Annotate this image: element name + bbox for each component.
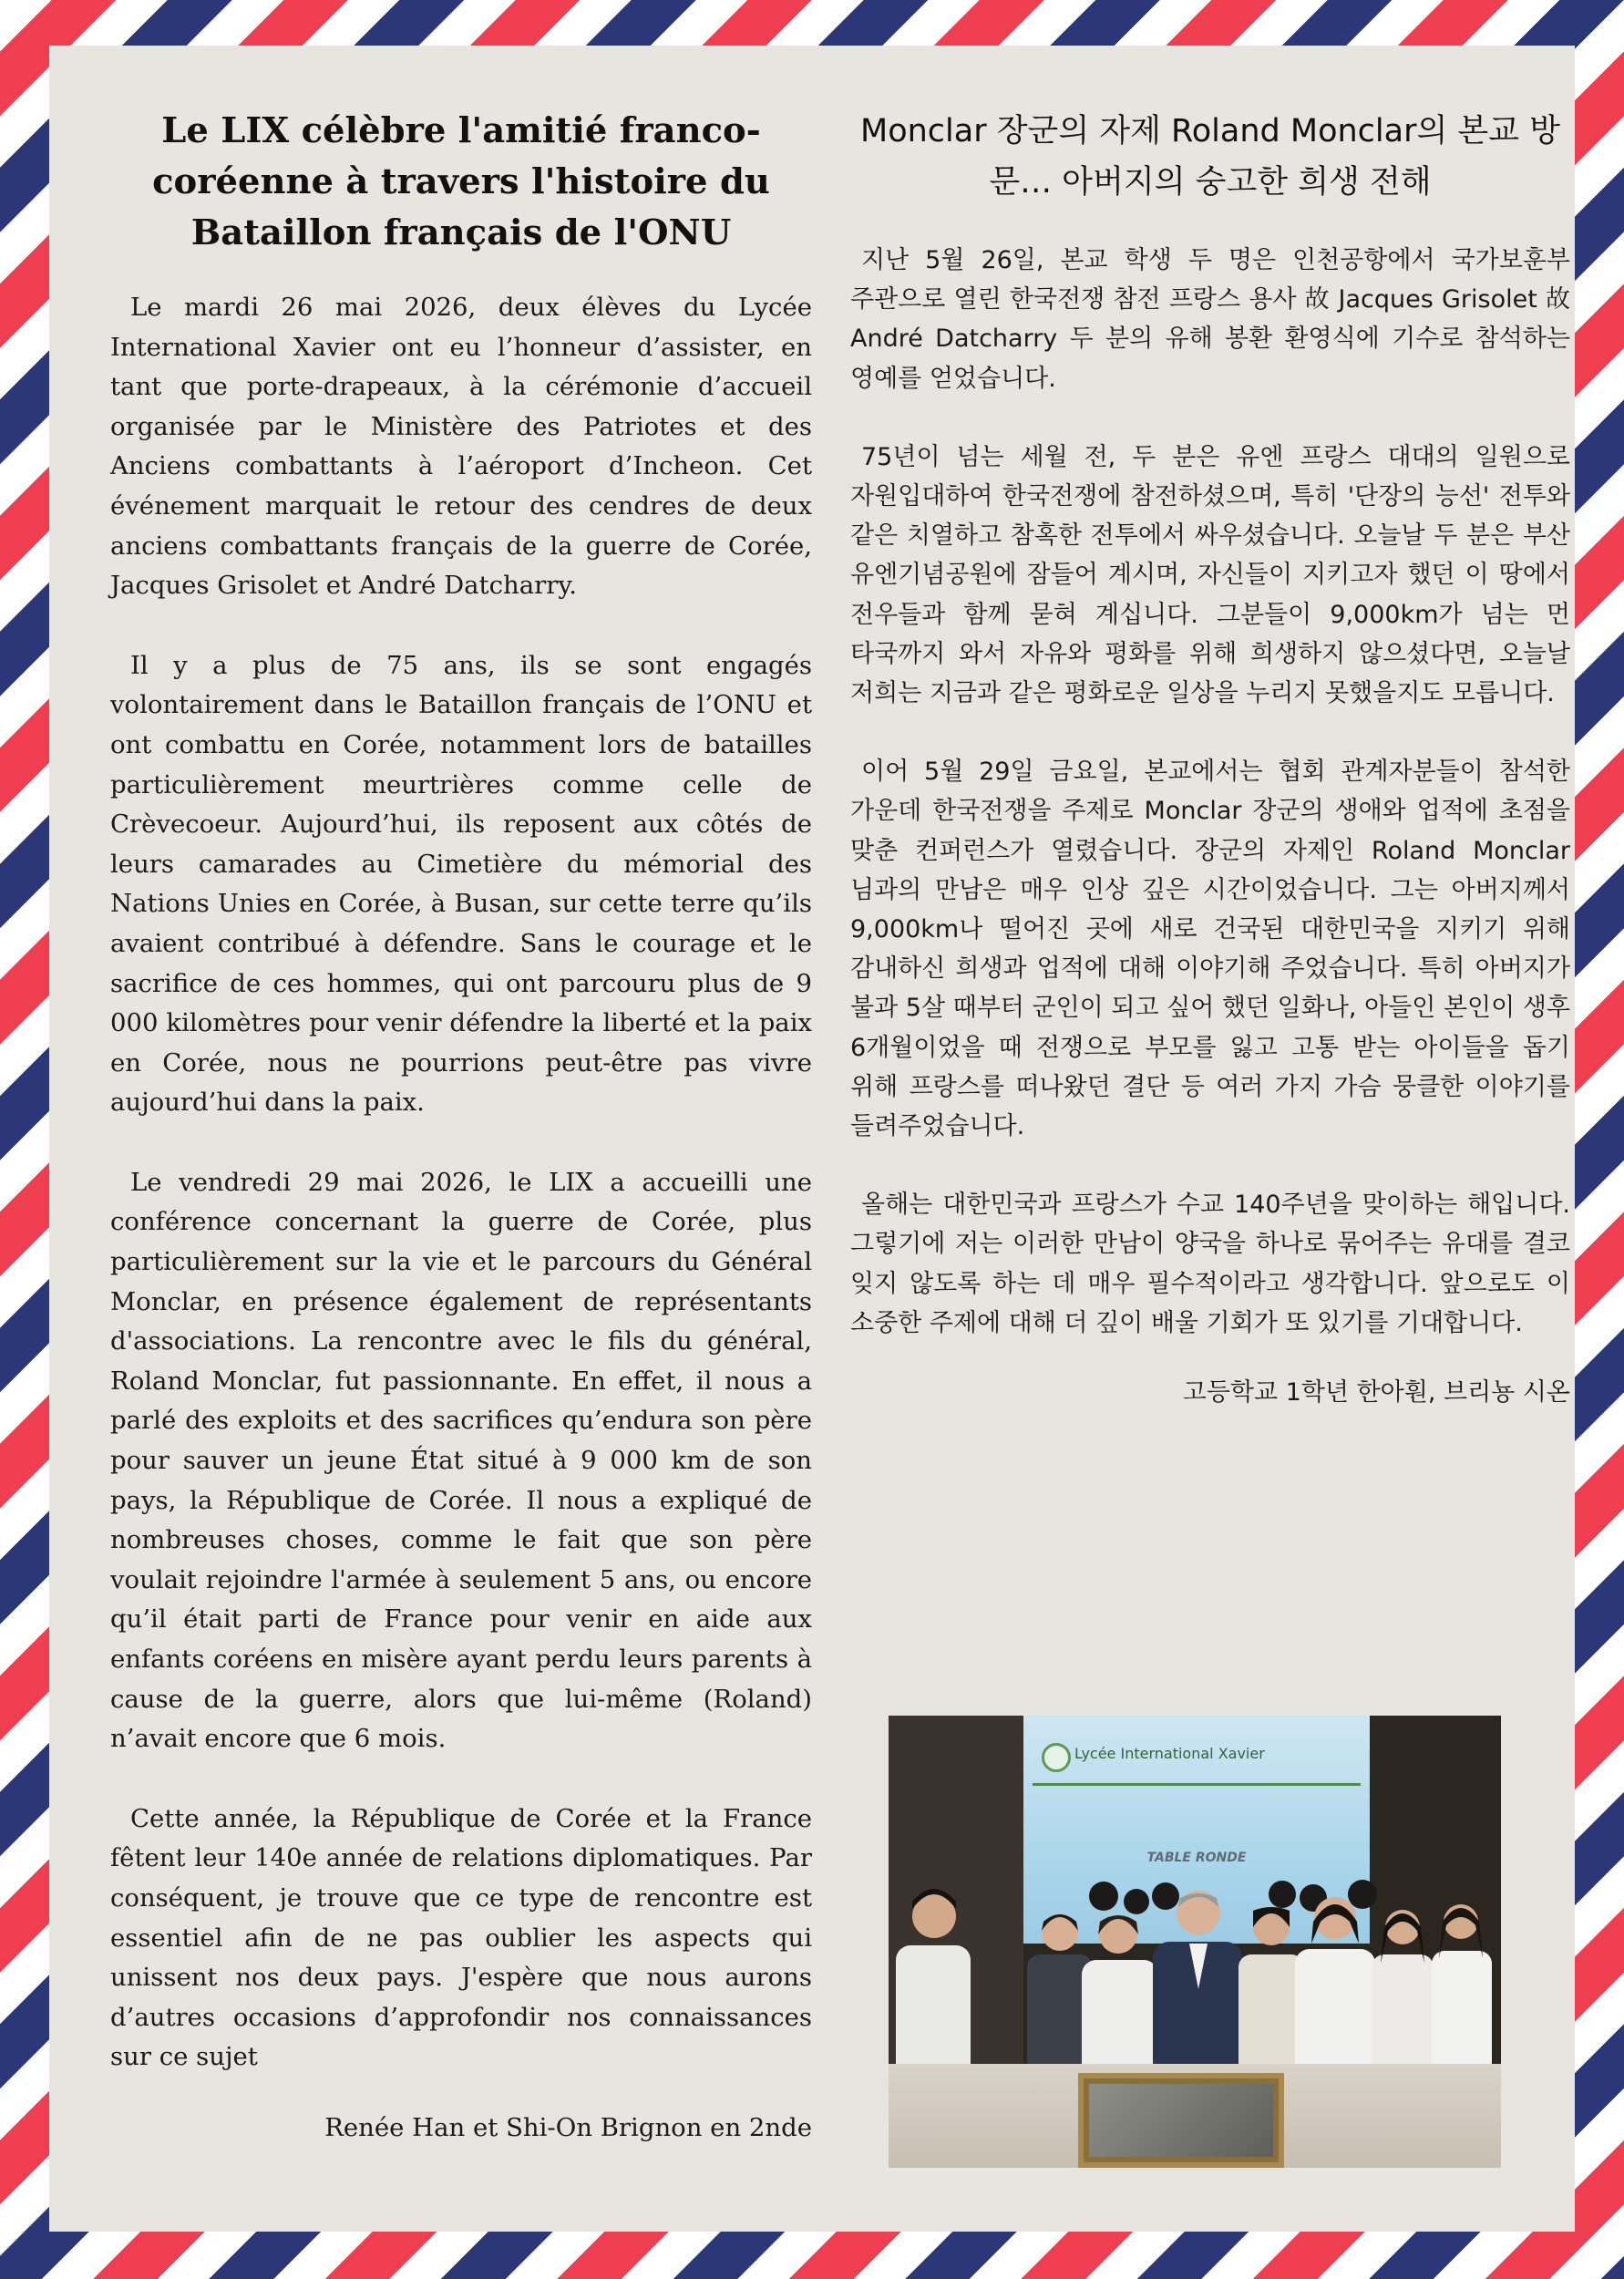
french-signature: Renée Han et Shi-On Brignon en 2nde <box>324 2112 812 2142</box>
screen-subtitle: TABLE RONDE <box>1146 1851 1247 1865</box>
french-article-body <box>110 288 812 2078</box>
french-paragraph: Cette année, la République de Corée et la France fêtent leur 140e année de relations diplomatiques. Par conséquent, je trouve que ce type de rencontre est essentiel afin de ne pas oublier les aspects qui unissent nos deux pays. J'espère que nous aurons d’autres occasions d’approfondir nos connaissances sur ce sujet <box>110 1803 812 2072</box>
korean-signature: 고등학교 1학년 한아훤, 브리뇽 시온 <box>1182 1378 1570 1408</box>
korean-paragraph: 지난 5월 26일, 본교 학생 두 명은 인천공항에서 국가보훈부 주관으로 열린 한국전쟁 참전 프랑스 용사 故 Jacques Grisolet 故 André Datcharry 두 분의 유해 봉환 환영식에 기수로 참석하는 영예를 얻었습니다. <box>850 246 1570 393</box>
french-paragraph: Le mardi 26 mai 2026, deux élèves du Lycée International Xavier ont eu l’honneur d’assister, en tant que porte-drapeaux, à la cérémonie d’accueil organisée par le Ministère des Patriotes et des Anciens combattants à l’aéroport d’Incheon. Cet événement marquait le retour des cendres de deux anciens combattants français de la guerre de Corée, Jacques Grisolet et André Datcharry. <box>110 293 812 601</box>
korean-article <box>850 46 1570 1412</box>
korean-paragraph: 이어 5월 29일 금요일, 본교에서는 협회 관계자분들이 참석한 가운데 한국전쟁을 주제로 Monclar 장군의 생애와 업적에 초점을 맞춘 컨퍼런스가 열렸습니다. 장군의 자제인 Roland Monclar 님과의 만남은 매우 인상 깊은 시간이었습니다. 그는 아버지께서 9,000km나 떨어진 곳에 새로 건국된 대한민국을 지키기 위해 감내하신 희생과 업적에 대해 이야기해 주었습니다. 특히 아버지가 불과 5살 때부터 군인이 되고 싶어 했던 일화나, 아들인 본인이 생후 6개월이었을 때 전쟁으로 부모를 잃고 고통 받는 아이들을 돕기 위해 프랑스를 떠나왔던 결단 등 여러 가지 가슴 뭉클한 이야기를 들려주었습니다. <box>850 758 1570 1141</box>
korean-article-title: Monclar 장군의 자제 Roland Monclar의 본교 방문… 아버지의 숭고한 희생 전해 <box>860 113 1560 201</box>
letter-paper <box>49 46 1575 2232</box>
framed-portrait <box>1078 2073 1284 2168</box>
french-paragraph: Le vendredi 29 mai 2026, le LIX a accueilli une conférence concernant la guerre de Corée, plus particulièrement sur la vie et le parcours du Général Monclar, en présence également de représentants d'associations. La rencontre avec le fils du général, Roland Monclar, fut passionnante. En effet, il nous a parlé des exploits et des sacrifices qu’endura son père pour sauver un jeune État situé à 9 000 km de son pays, la République de Corée. Il nous a expliqué de nombreuses choses, comme le fait que son père voulait rejoindre l'armée à seulement 5 ans, ou encore qu’il était parti de France pour venir en aide aux enfants coréens en misère ayant perdu leurs parents à cause de la guerre, alors que lui-même (Roland) n’avait encore que 6 mois. <box>110 1167 812 1754</box>
french-paragraph: Il y a plus de 75 ans, ils se sont engagés volontairement dans le Bataillon français de l’ONU et ont combattu en Corée, notamment lors de batailles particulièrement meurtrières comme celle de Crèvecoeur. Aujourd’hui, ils reposent aux côtés de leurs camarades au Cimetière du mémorial des Nations Unies en Corée, à Busan, sur cette terre qu’ils avaient contribué à défendre. Sans le courage et le sacrifice de ces hommes, qui ont parcouru plus de 9 000 kilomètres pour venir défendre la liberté et la paix en Corée, nous ne pourrions peut-être pas vivre aujourd’hui dans la paix. <box>110 650 812 1118</box>
french-article <box>110 46 812 2148</box>
korean-article-body <box>850 241 1570 1343</box>
group-photo <box>889 1716 1501 2168</box>
portrait-image <box>1089 2084 1273 2157</box>
screen-school-name: Lycée International Xavier <box>1074 1745 1265 1762</box>
french-article-title: Le LIX célèbre l'amitié franco-coréenne à travers l'histoire du Bataillon français de l'ONU <box>152 110 770 253</box>
korean-paragraph: 올해는 대한민국과 프랑스가 수교 140주년을 맞이하는 해입니다. 그렇기에 저는 이러한 만남이 양국을 하나로 묶어주는 유대를 결코 잊지 않도록 하는 데 매우 필수적이라고 생각합니다. 앞으로도 이 소중한 주제에 대해 더 깊이 배울 기회가 또 있기를 기대합니다. <box>850 1191 1570 1337</box>
korean-paragraph: 75년이 넘는 세월 전, 두 분은 유엔 프랑스 대대의 일원으로 자원입대하여 한국전쟁에 참전하셨으며, 특히 '단장의 능선' 전투와 같은 치열하고 참혹한 전투에서 싸우셨습니다. 오늘날 두 분은 부산 유엔기념공원에 잠들어 계시며, 자신들이 지키고자 했던 이 땅에서 전우들과 함께 묻혀 계십니다. 그분들이 9,000km가 넘는 먼 타국까지 와서 자유와 평화를 위해 희생하지 않으셨다면, 오늘날 저희는 지금과 같은 평화로운 일상을 누리지 못했을지도 모릅니다. <box>850 442 1570 708</box>
